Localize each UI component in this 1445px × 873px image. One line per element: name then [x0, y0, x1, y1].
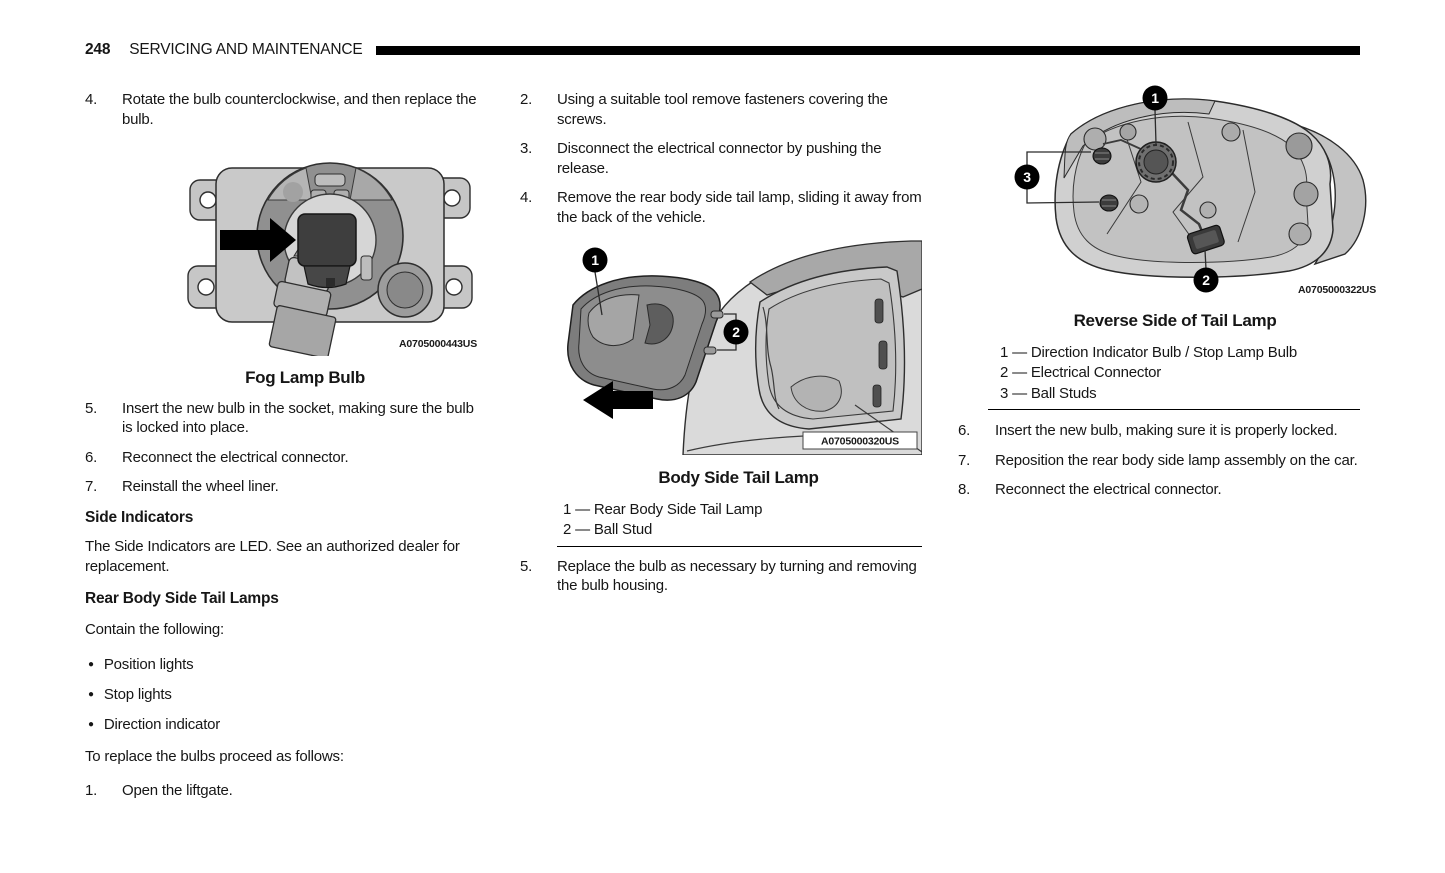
page-number: 248: [85, 41, 111, 58]
list-item: [85, 685, 482, 705]
bullet-icon: ●: [88, 719, 94, 730]
legend-item: 2 — Ball Stud: [563, 521, 653, 538]
legend-item: 1 — Rear Body Side Tail Lamp: [563, 500, 763, 518]
rear-lamps-heading: Rear Body Side Tail Lamps: [85, 590, 279, 607]
step-6-item: [958, 421, 1360, 441]
step-text: Rotate the bulb counterclockwise, and then replace the bulb.: [122, 91, 477, 128]
step-3-item: [520, 139, 922, 178]
step-5-item: [520, 557, 922, 596]
side-indicators-body: The Side Indicators are LED. See an authorized dealer for replacement.: [85, 538, 460, 575]
step-text: Remove the rear body side tail lamp, sliding it away from the back of the vehicle.: [557, 189, 922, 226]
step-8-item: [958, 480, 1360, 500]
list-item-text: Direction indicator: [103, 716, 221, 733]
ball-stud: [704, 347, 716, 354]
fog-lamp-figure: [180, 140, 480, 356]
electrical-connector: [298, 214, 356, 288]
step-number: 5.: [520, 557, 533, 575]
left-column: [85, 90, 482, 811]
ball-stud: [711, 311, 723, 318]
figure-caption: Fog Lamp Bulb: [245, 368, 365, 387]
step-text: Reconnect the electrical connector.: [995, 481, 1222, 498]
legend-item: 2 — Electrical Connector: [1000, 364, 1162, 381]
figure-caption: Body Side Tail Lamp: [658, 468, 819, 487]
step-number: 6.: [958, 422, 971, 439]
step-text: Replace the bulb as necessary by turning and removing the bulb housing.: [557, 557, 917, 594]
figure-code: A0705000322US: [1298, 284, 1376, 296]
step-5-item: [85, 399, 482, 438]
reverse-tail-lamp-illustration: [1003, 82, 1378, 297]
step-number: 7.: [85, 478, 98, 495]
step-number: 3.: [520, 140, 533, 157]
step-7-item: [85, 477, 482, 497]
callout-3-label: 3: [1023, 169, 1031, 185]
step-4-item: [520, 188, 922, 227]
feature-list: [85, 655, 482, 735]
step-text: Insert the new bulb in the socket, making sure the bulb is locked into place.: [122, 399, 474, 436]
step-text: Disconnect the electrical connector by pushing the release.: [557, 140, 882, 177]
step-number: 5.: [85, 399, 98, 417]
central-bulb-socket: [1136, 142, 1176, 182]
list-item-text: Stop lights: [103, 686, 172, 703]
bullet-icon: ●: [88, 689, 94, 700]
procedure-intro: To replace the bulbs proceed as follows:: [85, 747, 344, 765]
list-item: [85, 715, 482, 735]
step-text: Reposition the rear body side lamp assembly on the car.: [995, 451, 1358, 469]
step-number: 4.: [85, 91, 98, 108]
legend-item: 1 — Direction Indicator Bulb / Stop Lamp Bulb: [1000, 343, 1297, 361]
header-rule: [376, 46, 1360, 55]
step-number: 7.: [958, 451, 971, 469]
body-side-tail-lamp-figure: [555, 237, 922, 455]
middle-column: [520, 90, 922, 606]
figure-caption: Reverse Side of Tail Lamp: [1073, 311, 1277, 330]
rear-lamps-intro: Contain the following:: [85, 620, 225, 638]
figure-legend: [988, 343, 1360, 411]
page-header: [85, 41, 1360, 59]
list-item-text: Position lights: [103, 656, 194, 673]
step-7-item: [958, 451, 1360, 471]
step-4-item: [85, 90, 482, 129]
step-text: Reinstall the wheel liner.: [122, 478, 279, 495]
reverse-tail-lamp-figure: [1003, 82, 1378, 297]
callout-2-label: 2: [732, 324, 740, 340]
callout-1-label: 1: [1151, 90, 1159, 106]
callout-1-label: 1: [591, 252, 599, 268]
step-text: Open the liftgate.: [122, 782, 233, 799]
list-item: [85, 655, 482, 675]
step-text: Using a suitable tool remove fasteners covering the screws.: [557, 91, 888, 128]
step-number: 2.: [520, 91, 533, 108]
step-number: 4.: [520, 189, 533, 206]
step-number: 8.: [958, 481, 971, 498]
body-side-tail-lamp-illustration: [555, 237, 922, 455]
side-indicators-heading: Side Indicators: [85, 508, 194, 526]
callout-2-label: 2: [1202, 272, 1210, 288]
step-number: 6.: [85, 448, 98, 466]
step-text: Reconnect the electrical connector.: [122, 448, 349, 466]
step-6-item: [85, 448, 482, 468]
figure-code: A0705000443US: [399, 338, 477, 350]
step-number: 1.: [85, 782, 98, 799]
step-text: Insert the new bulb, making sure it is properly locked.: [995, 422, 1338, 439]
step-1-item: [85, 781, 482, 801]
right-column: [958, 82, 1376, 510]
figure-legend: [557, 500, 922, 547]
figure-code: A0705000320US: [821, 435, 899, 448]
fog-lamp-illustration: [180, 140, 480, 356]
step-2-item: [520, 90, 922, 129]
bullet-icon: ●: [88, 659, 94, 670]
legend-item: 3 — Ball Studs: [1000, 384, 1097, 402]
section-title: SERVICING AND MAINTENANCE: [129, 41, 363, 58]
